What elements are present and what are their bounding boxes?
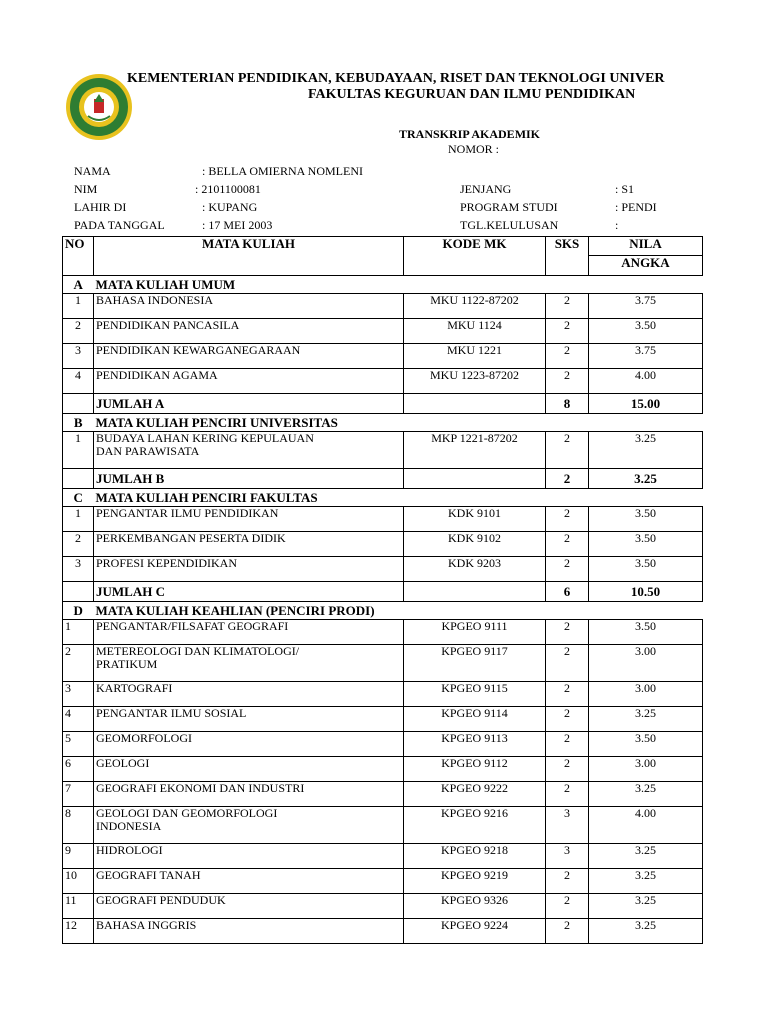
- lulus-value: :: [615, 218, 619, 232]
- transcript-table: [62, 236, 703, 944]
- nama-value: : BELLA OMIERNA NOMLENI: [202, 164, 363, 178]
- table-row: 2 METEREOLOGI DAN KLIMATOLOGI/ PRATIKUM KPGEO 9117 2 3.00: [63, 645, 703, 682]
- sum-row-c: JUMLAH C 6 10.50: [63, 582, 703, 602]
- section-code: C: [63, 489, 94, 507]
- sum-row-b: JUMLAH B 2 3.25: [63, 469, 703, 489]
- jenjang-label: JENJANG: [460, 182, 512, 196]
- table-row: 6 GEOLOGI KPGEO 9112 2 3.00: [63, 757, 703, 782]
- table-row: 1 PENGANTAR/FILSAFAT GEOGRAFI KPGEO 9111 2 3.50: [63, 620, 703, 645]
- nim-label: NIM: [74, 182, 98, 196]
- table-row: 7 GEOGRAFI EKONOMI DAN INDUSTRI KPGEO 9222 2 3.25: [63, 782, 703, 807]
- section-title: MATA KULIAH KEAHLIAN (PENCIRI PRODI): [94, 602, 703, 620]
- table-row: 3 PROFESI KEPENDIDIKAN KDK 9203 2 3.50: [63, 557, 703, 582]
- section-title: MATA KULIAH UMUM: [94, 276, 703, 294]
- prodi-label: PROGRAM STUDI: [460, 200, 558, 214]
- table-row: 11 GEOGRAFI PENDUDUK KPGEO 9326 2 3.25: [63, 894, 703, 919]
- header-ministry: KEMENTERIAN PENDIDIKAN, KEBUDAYAAN, RISET DAN TEKNOLOGI UNIVER: [127, 71, 665, 86]
- table-row: 3 KARTOGRAFI KPGEO 9115 2 3.00: [63, 682, 703, 707]
- prodi-value: : PENDI: [615, 200, 657, 214]
- sum-row-a: JUMLAH A 8 15.00: [63, 394, 703, 414]
- nim-value: : 2101100081: [195, 182, 261, 196]
- section-code: A: [63, 276, 94, 294]
- table-row: 2 PENDIDIKAN PANCASILA MKU 1124 2 3.50: [63, 319, 703, 344]
- doc-number: NOMOR :: [448, 142, 500, 156]
- jenjang-value: : S1: [615, 182, 635, 196]
- table-row: 1 BAHASA INDONESIA MKU 1122-87202 2 3.75: [63, 294, 703, 319]
- university-logo: [64, 72, 134, 142]
- header-faculty: FAKULTAS KEGURUAN DAN ILMU PENDIDIKAN: [308, 87, 636, 102]
- col-header-angka: ANGKA: [589, 256, 703, 276]
- table-row: 5 GEOMORFOLOGI KPGEO 9113 2 3.50: [63, 732, 703, 757]
- table-header-row: [63, 237, 703, 256]
- tanggal-label: PADA TANGGAL: [74, 218, 165, 232]
- lahir-label: LAHIR DI: [74, 200, 127, 214]
- table-row: 4 PENGANTAR ILMU SOSIAL KPGEO 9114 2 3.25: [63, 707, 703, 732]
- table-row: 10 GEOGRAFI TANAH KPGEO 9219 2 3.25: [63, 869, 703, 894]
- table-row: 8 GEOLOGI DAN GEOMORFOLOGI INDONESIA KPGEO 9216 3 4.00: [63, 807, 703, 844]
- table-row: 1 PENGANTAR ILMU PENDIDIKAN KDK 9101 2 3.50: [63, 507, 703, 532]
- section-header-c: [63, 489, 703, 507]
- section-title: MATA KULIAH PENCIRI UNIVERSITAS: [94, 414, 703, 432]
- section-header-a: [63, 276, 703, 294]
- section-header-b: [63, 414, 703, 432]
- lahir-value: : KUPANG: [202, 200, 258, 214]
- section-code: D: [63, 602, 94, 620]
- table-row: 12 BAHASA INGGRIS KPGEO 9224 2 3.25: [63, 919, 703, 944]
- col-header-no: NO: [63, 237, 94, 276]
- col-header-nilai: NILA: [589, 237, 703, 256]
- table-row: 4 PENDIDIKAN AGAMA MKU 1223-87202 2 4.00: [63, 369, 703, 394]
- doc-title: TRANSKRIP AKADEMIK: [399, 127, 541, 141]
- col-header-kode: KODE MK: [404, 237, 546, 276]
- lulus-label: TGL.KELULUSAN: [460, 218, 559, 232]
- table-row: 3 PENDIDIKAN KEWARGANEGARAAN MKU 1221 2 3.75: [63, 344, 703, 369]
- tanggal-value: : 17 MEI 2003: [202, 218, 273, 232]
- nama-label: NAMA: [74, 164, 111, 178]
- section-title: MATA KULIAH PENCIRI FAKULTAS: [94, 489, 703, 507]
- section-code: B: [63, 414, 94, 432]
- table-row: 2 PERKEMBANGAN PESERTA DIDIK KDK 9102 2 3.50: [63, 532, 703, 557]
- table-row: 9 HIDROLOGI KPGEO 9218 3 3.25: [63, 844, 703, 869]
- col-header-mk: MATA KULIAH: [94, 237, 404, 276]
- section-header-d: [63, 602, 703, 620]
- col-header-sks: SKS: [546, 237, 589, 276]
- table-row: 1 BUDAYA LAHAN KERING KEPULAUAN DAN PARAWISATA MKP 1221-87202 2 3.25: [63, 432, 703, 469]
